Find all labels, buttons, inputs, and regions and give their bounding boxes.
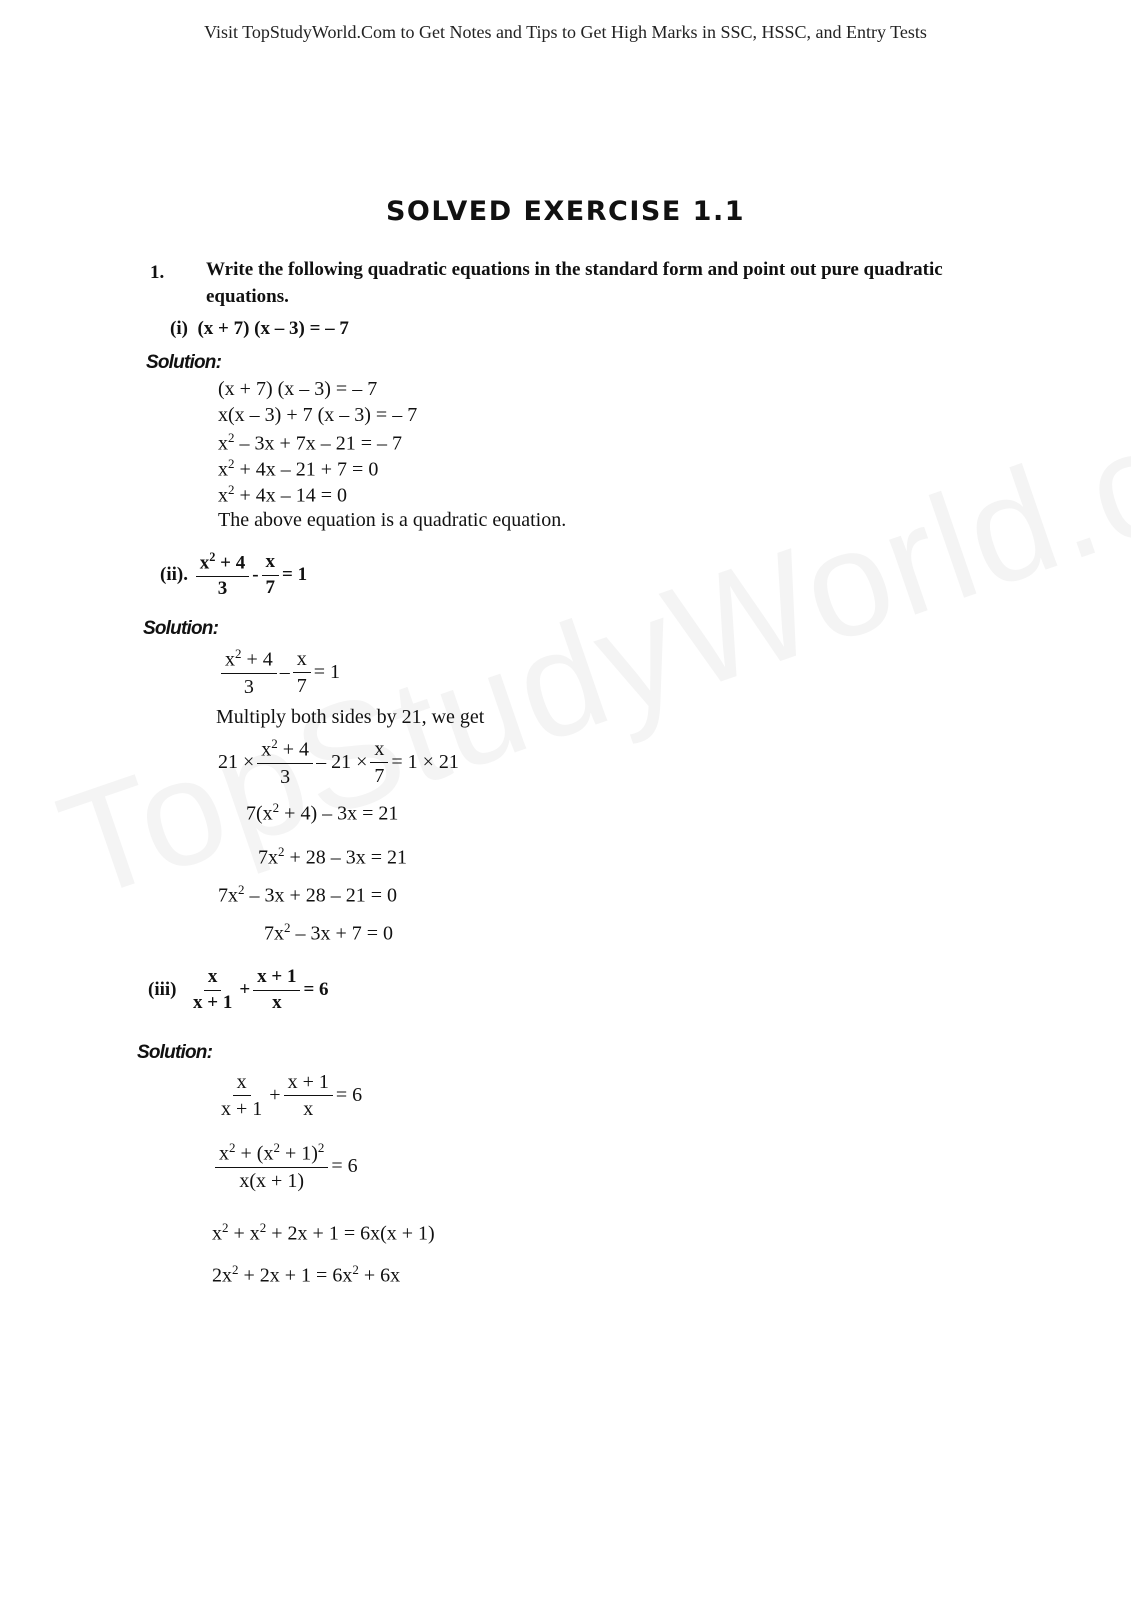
fraction: $\frac{x^2 + 4}{3}$ [196,550,250,601]
question-text: Write the following quadratic equations in the standard form and point out pure quadratic equations. [206,259,943,307]
part-i-step-2: x(x – 3) + 7 (x – 3) = – 7 [218,404,418,426]
solution-label-ii: Solution: [143,618,219,639]
fraction: $\frac{x}{x + 1}$ [193,966,233,1013]
page-header: Visit TopStudyWorld.Com to Get Notes and Tips to Get High Marks in SSC, HSSC, and Entry Tests [204,22,927,42]
part-ii-step-4: $7x^2 + 28 - 3x = 21$ [258,844,408,869]
part-i-step-1: (x + 7) (x – 3) = – 7 [218,378,378,400]
solution-label-iii: Solution: [137,1042,213,1063]
part-ii-step-6: $7x^2 - 3x + 7 = 0$ [264,920,394,945]
question-number: 1. [150,262,165,283]
part-i-step-4: $x^2 + 4x - 21 + 7 = 0$ [218,456,379,481]
part-iii-step-3: $x^2 + x^2 + 2x + 1 = 6x(x + 1)$ [212,1220,435,1245]
part-i-conclusion: The above equation is a quadratic equation. [218,509,567,531]
part-i-step-3: $x^2 - 3x + 7x - 21$ = – 7 [218,430,403,455]
part-ii-heading: (ii). $\frac{x^2 + 4}{3}$ - $\frac{x}{7}$ = 1 [160,550,308,600]
part-iii-step-2: $\frac{x^2 + (x^2 + 1)^2}{x(x + 1)}$ = 6 [212,1140,358,1193]
part-ii-multiply-note: Multiply both sides by 21, we get [216,706,485,728]
part-i-label: (i) [170,318,188,339]
fraction: $\frac{x}{7}$ [262,551,280,600]
part-i-equation: (x + 7) (x – 3) = – 7 [197,318,349,339]
part-ii-step-5: $7x^2 - 3x + 28 - 21 = 0$ [218,882,398,907]
page-title: SOLVED EXERCISE 1.1 [385,196,745,227]
part-iii-label: (iii) [148,979,177,1001]
solution-label-i: Solution: [146,352,222,373]
part-i-step-5: $x^2 + 4x - 14 = 0$ [218,482,348,507]
part-ii-step-1: $\frac{x^2 + 4}{3}$ – $\frac{x}{7}$ = 1 [218,646,340,699]
part-ii-step-2: 21 × $\frac{x^2 + 4}{3}$ – 21 × $\frac{x}{7}$ = 1 × 21 [218,736,459,788]
fraction: $\frac{x + 1}{x}$ [253,966,300,1015]
part-iii-heading: (iii) $\frac{x}{x + 1}$ + $\frac{x + 1}{x}$ = 6 [148,966,329,1013]
part-ii-label: (ii). [160,564,188,586]
part-i-heading [170,318,349,340]
part-iii-step-1: $\frac{x}{x + 1}$ + $\frac{x + 1}{x}$ = 6 [221,1071,363,1120]
part-ii-step-3: $7(x^2 + 4) - 3x = 21$ [246,800,399,825]
part-iii-step-4: $2x^2 + 2x + 1 = 6x^2 + 6x$ [212,1262,401,1287]
